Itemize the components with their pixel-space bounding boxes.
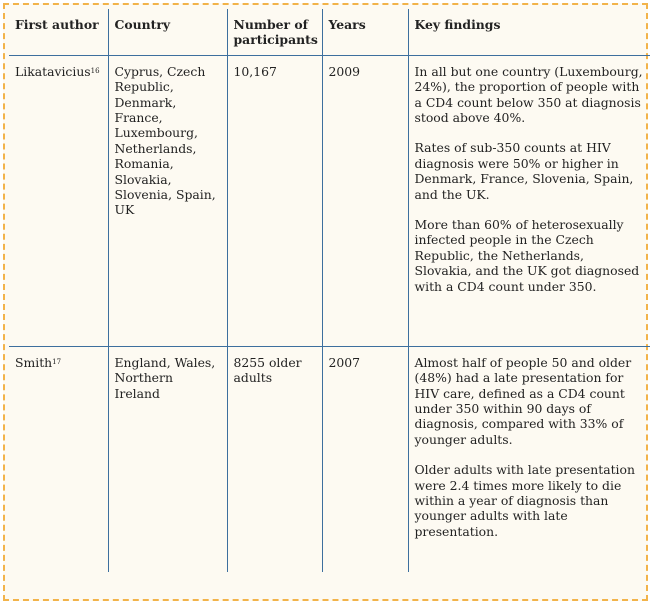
finding-paragraph: In all but one country (Luxembourg, 24%), the proportion of people with a CD4 count below 350 at diagnosis stood above 40%. xyxy=(414,63,643,126)
finding-paragraph: Almost half of people 50 and older (48%) had a late presentation for HIV care, defined as a CD4 count under 350 within 90 days of diagnosis, compared with 33% of younger adults. xyxy=(414,354,632,447)
cell-key-findings xyxy=(408,346,650,572)
table-row xyxy=(9,346,650,572)
cell-first-author xyxy=(9,55,108,346)
cell-first-author xyxy=(9,346,108,572)
finding-paragraph: More than 60% of heterosexually infected people in the Czech Republic, the Netherlands, Slovakia, and the UK got diagnosed with a CD4 count under 350. xyxy=(414,217,640,294)
reference-number: 16 xyxy=(90,66,100,75)
reference-number: 17 xyxy=(52,357,62,366)
cell-participants: 10,167 xyxy=(227,55,322,346)
cell-country: England, Wales, Northern Ireland xyxy=(108,346,227,572)
author-name: Likatavicius xyxy=(15,63,91,79)
header-participants: Number of participants xyxy=(227,9,322,55)
cell-key-findings xyxy=(408,55,650,346)
table-row xyxy=(9,55,650,346)
header-first-author: First author xyxy=(9,9,108,55)
header-country: Country xyxy=(108,9,227,55)
cell-participants: 8255 older adults xyxy=(227,346,322,572)
finding-paragraph: Older adults with late presentation were 2.4 times more likely to die within a year of diagnosis than younger adults with late presentation. xyxy=(414,462,635,539)
author-name: Smith xyxy=(15,354,53,370)
cell-years: 2009 xyxy=(322,55,408,346)
cell-country: Cyprus, Czech Republic, Denmark, France, Luxembourg, Netherlands, Romania, Slovakia, Slovenia, Spain, UK xyxy=(108,55,227,346)
header-key-findings: Key findings xyxy=(408,9,650,55)
cell-years: 2007 xyxy=(322,346,408,572)
finding-paragraph: Rates of sub-350 counts at HIV diagnosis were 50% or higher in Denmark, France, Slovenia, Spain, and the UK. xyxy=(414,140,634,202)
studies-table xyxy=(9,9,650,572)
header-row xyxy=(9,9,650,55)
header-years: Years xyxy=(322,9,408,55)
table-frame xyxy=(3,3,648,601)
